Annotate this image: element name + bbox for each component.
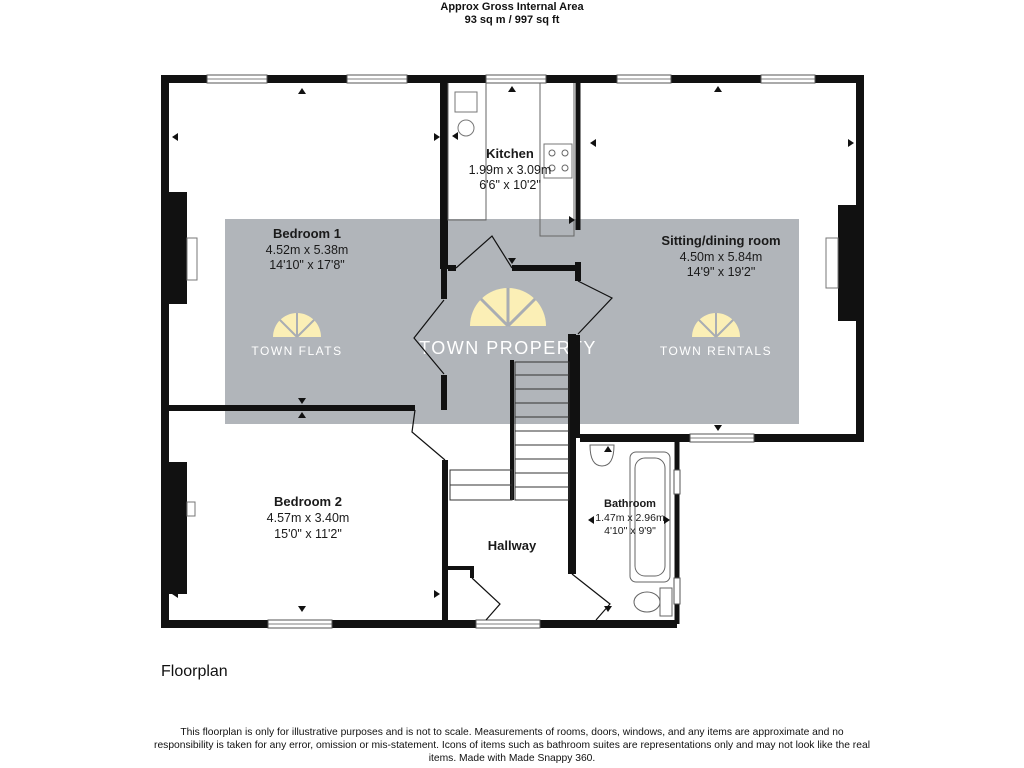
sitting-imperial: 14'9" x 19'2" xyxy=(686,265,756,279)
fireplace-bedroom1 xyxy=(187,238,197,280)
bathroom-metric: 1.47m x 2.96m xyxy=(595,512,665,524)
watermark-text-left: TOWN FLATS xyxy=(251,344,343,358)
bathroom-imperial: 4'10" x 9'9" xyxy=(604,525,656,537)
watermark-text-right: TOWN RENTALS xyxy=(659,344,773,358)
bedroom2-name: Bedroom 2 xyxy=(274,494,342,509)
hallway-name: Hallway xyxy=(487,538,537,553)
kitchen-imperial: 6'6" x 10'2" xyxy=(479,178,541,192)
kitchen-metric: 1.99m x 3.09m xyxy=(468,163,552,177)
chimney-breast-sitting xyxy=(838,205,860,321)
fireplace-sitting xyxy=(826,238,838,288)
fireplace-bedroom2 xyxy=(187,502,195,516)
bedroom2-metric: 4.57m x 3.40m xyxy=(266,511,350,525)
watermark-text-center: TOWN PROPERTY xyxy=(419,338,597,358)
chimney-breast-bedroom1 xyxy=(165,192,187,304)
bathroom-name: Bathroom xyxy=(604,498,656,510)
bedroom1-name: Bedroom 1 xyxy=(273,226,341,241)
area-title: Approx Gross Internal Area xyxy=(440,1,584,13)
area-value: 93 sq m / 997 sq ft xyxy=(464,14,560,26)
bedroom1-imperial: 14'10" x 17'8" xyxy=(269,258,345,272)
disclaimer-text: This floorplan is only for illustrative purposes and is not to scale. Measurements of rooms, doors, windows, and any items are approximate and no responsibility is taken for any error, omission or mis-statement. Icons of items such as bathroom suites are representations only and may not look like the real items. Made with Made Snappy 360. xyxy=(154,727,870,764)
floorplan-label: Floorplan xyxy=(161,663,228,680)
bedroom1-metric: 4.52m x 5.38m xyxy=(265,243,349,257)
bedroom2-imperial: 15'0" x 11'2" xyxy=(274,527,342,541)
kitchen-name: Kitchen xyxy=(486,146,534,161)
sitting-metric: 4.50m x 5.84m xyxy=(679,250,763,264)
chimney-breast-bedroom2 xyxy=(165,462,187,594)
sitting-name: Sitting/dining room xyxy=(661,233,781,248)
